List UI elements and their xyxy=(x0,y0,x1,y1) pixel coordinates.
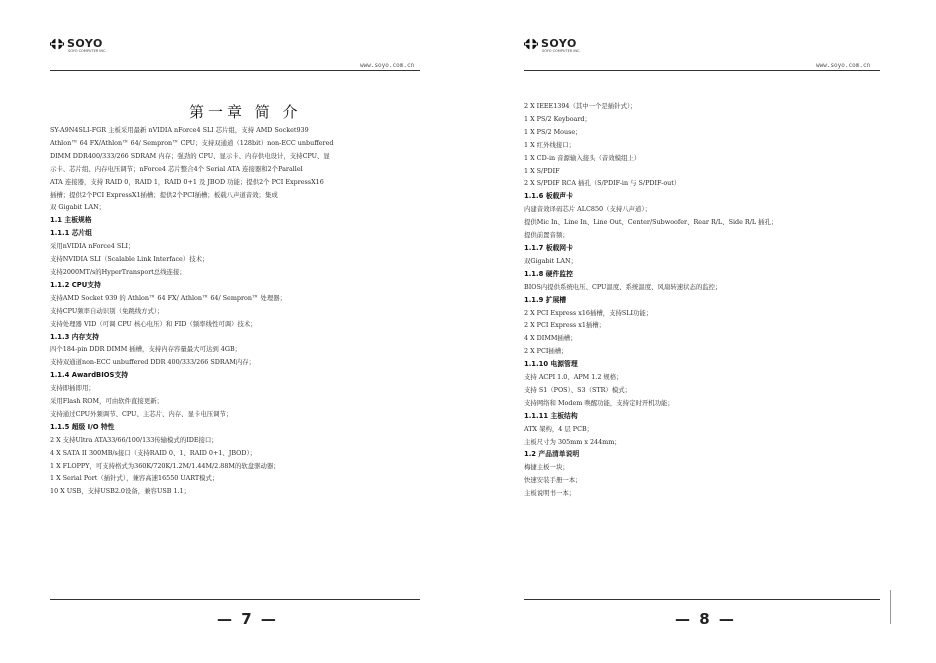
soyo-logo-icon xyxy=(50,38,64,50)
body-line: 1 X Serial Port（插针式），兼容高速16550 UART模式； xyxy=(50,474,219,483)
section-heading: 1.1.10 电源管理 xyxy=(524,360,578,369)
body-line: 采用nVIDIA nForce4 SLI； xyxy=(50,242,135,251)
header-rule xyxy=(524,70,880,71)
footer-rule xyxy=(50,599,420,600)
brand-subtitle: SOYO COMPUTER INC. xyxy=(68,49,107,53)
body-line: 支持 S1（POS）、S3（STR）模式； xyxy=(524,385,631,394)
body-line: DIMM DDR400/333/266 SDRAM 内存；强劲的 CPU、显示卡、内存供电设计，支持CPU、显 xyxy=(50,151,330,160)
body-line: 2 X PCI Express x16插槽，支持SLI功能； xyxy=(524,308,653,317)
body-line: 支持2000MT/s的HyperTransport总线连接； xyxy=(50,267,186,276)
body-line: 内建音效译码芯片 ALC850（支持八声道）； xyxy=(524,205,652,214)
body-line: 1 X S/PDIF xyxy=(524,166,560,175)
header-rule xyxy=(50,70,420,71)
body-line: 支持 ACPI 1.0、APM 1.2 规格； xyxy=(524,373,623,382)
body-line: 2 X PCI Express x1插槽； xyxy=(524,321,606,330)
body-line: 1 X PS/2 Mouse； xyxy=(524,127,582,136)
brand-name: SOYO xyxy=(67,37,103,50)
body-line: 支持双通道non-ECC unbuffered DDR 400/333/266 SDRAM内存； xyxy=(50,358,256,367)
body-line: 支持网络和 Modem 唤醒功能，支持定时开机功能； xyxy=(524,398,674,407)
section-heading: 1.1.9 扩展槽 xyxy=(524,295,567,304)
section-heading: 1.1.11 主板结构 xyxy=(524,411,578,420)
right-body-text xyxy=(524,100,777,500)
body-line: BIOS内提供系统电压、CPU温度、系统温度、风扇转速状态的监控； xyxy=(524,282,722,291)
section-heading: 1.1.7 板载网卡 xyxy=(524,243,573,252)
body-line: 4 X SATA II 300MB/s接口（支持RAID 0、1、RAID 0+1、JBOD）； xyxy=(50,448,257,457)
website-url: www.soyo.com.cn xyxy=(360,62,415,69)
section-heading: 1.1.5 超级 I/O 特性 xyxy=(50,422,115,431)
body-line: SY-A9N4SLI-FGR 主板采用最新 nVIDIA nForce4 SLI 芯片组，支持 AMD Socket939 xyxy=(50,126,309,134)
crop-mark xyxy=(890,590,891,624)
body-line: 提供Mic In、Line In、Line Out、Center/Subwoofer、Rear R/L、Side R/L 插孔； xyxy=(524,218,778,227)
body-line: Athlon™ 64 FX/Athlon™ 64/ Sempron™ CPU；支持双通道（128bit）non-ECC unbuffered xyxy=(50,138,334,147)
body-line: ATA 连接器，支持 RAID 0，RAID 1，RAID 0+1 及 JBOD 功能；提供2个 PCI ExpressX16 xyxy=(50,177,324,186)
soyo-logo xyxy=(50,37,107,53)
section-heading: 1.2 产品清单说明 xyxy=(524,450,580,459)
body-line: 提供前置音频； xyxy=(524,231,569,240)
body-line: 采用Flash ROM，可由软件直接更新； xyxy=(50,397,163,406)
right-page xyxy=(468,0,936,663)
section-heading: 1.1.6 板载声卡 xyxy=(524,192,573,201)
body-line: 2 X S/PDIF RCA 插孔（S/PDIF-in 与 S/PDIF-out） xyxy=(524,179,681,188)
body-line: 10 X USB，支持USB2.0设备，兼容USB 1.1； xyxy=(50,487,190,496)
footer-rule xyxy=(524,599,880,600)
chapter-title: 第一章 简 介 xyxy=(189,103,302,121)
body-line: 支持CPU频率自动识别（免跳线方式）； xyxy=(50,306,164,315)
brand-subtitle: SOYO COMPUTER INC. xyxy=(542,49,581,53)
body-line: 2 X 支持Ultra ATA33/66/100/133传输模式的IDE接口； xyxy=(50,435,218,444)
body-line: 双Gigabit LAN； xyxy=(524,256,578,265)
section-heading: 1.1.3 内存支持 xyxy=(50,332,99,341)
section-heading: 1.1.8 硬件监控 xyxy=(524,269,573,278)
body-line: 支持通过CPU外频调节、CPU、主芯片、内存、显卡电压调节； xyxy=(50,409,233,418)
body-line: 插槽；提供2个PCI ExpressX1插槽；提供2个PCI插槽；板载八声道音效；集成 xyxy=(50,190,278,199)
brand-name: SOYO xyxy=(541,37,577,50)
body-line: 支持即插即用； xyxy=(50,384,95,393)
body-line: 示卡、芯片组、内存电压调节；nForce4 芯片整合4个 Serial ATA 连接器和2个Parallel xyxy=(50,164,303,173)
body-line: 主板说明书一本； xyxy=(524,489,576,498)
body-line: 2 X IEEE1394（其中一个是插针式）； xyxy=(524,102,637,110)
soyo-logo xyxy=(524,37,581,53)
body-line: 支持NVIDIA SLI（Scalable Link Interface）技术； xyxy=(50,255,209,264)
section-heading: 1.1.1 芯片组 xyxy=(50,229,93,238)
section-heading: 1.1 主板规格 xyxy=(50,216,92,225)
body-line: 支持处理器 VID（可调 CPU 核心电压）和 FID（频率线性可调）技术； xyxy=(50,319,257,328)
body-line: 1 X CD-in 音源输入接头（音效模组上） xyxy=(524,153,641,162)
section-heading: 1.1.2 CPU支持 xyxy=(50,280,101,289)
body-line: 主板尺寸为 305mm x 244mm； xyxy=(524,437,621,446)
soyo-logo-icon xyxy=(524,38,538,50)
body-line: 支持AMD Socket 939 的 Athlon™ 64 FX/ Athlon™ 64/ Sempron™ 处理器； xyxy=(50,293,286,302)
body-line: 4 X DIMM插槽； xyxy=(524,334,577,343)
left-body-text xyxy=(50,124,334,498)
body-line: 双 Gigabit LAN； xyxy=(50,203,106,212)
page-number: — 8 — xyxy=(675,610,736,628)
body-line: ATX 架构，4 层 PCB； xyxy=(524,424,594,433)
body-line: 梅捷主板一块； xyxy=(524,463,569,472)
website-url: www.soyo.com.cn xyxy=(816,62,871,69)
body-line: 1 X PS/2 Keyboard； xyxy=(524,114,591,123)
body-line: 1 X 红外线接口； xyxy=(524,140,576,149)
page-number: — 7 — xyxy=(217,610,278,628)
body-line: 四个184-pin DDR DIMM 插槽，支持内存容量最大可达到 4GB； xyxy=(50,345,242,354)
body-line: 2 X PCI插槽； xyxy=(524,347,568,356)
body-line: 1 X FLOPPY，可支持格式为360K/720K/1.2M/1.44M/2.88M的软盘驱动器； xyxy=(50,461,280,470)
body-line: 快速安装手册一本； xyxy=(524,476,582,485)
section-heading: 1.1.4 AwardBIOS支持 xyxy=(50,371,129,380)
